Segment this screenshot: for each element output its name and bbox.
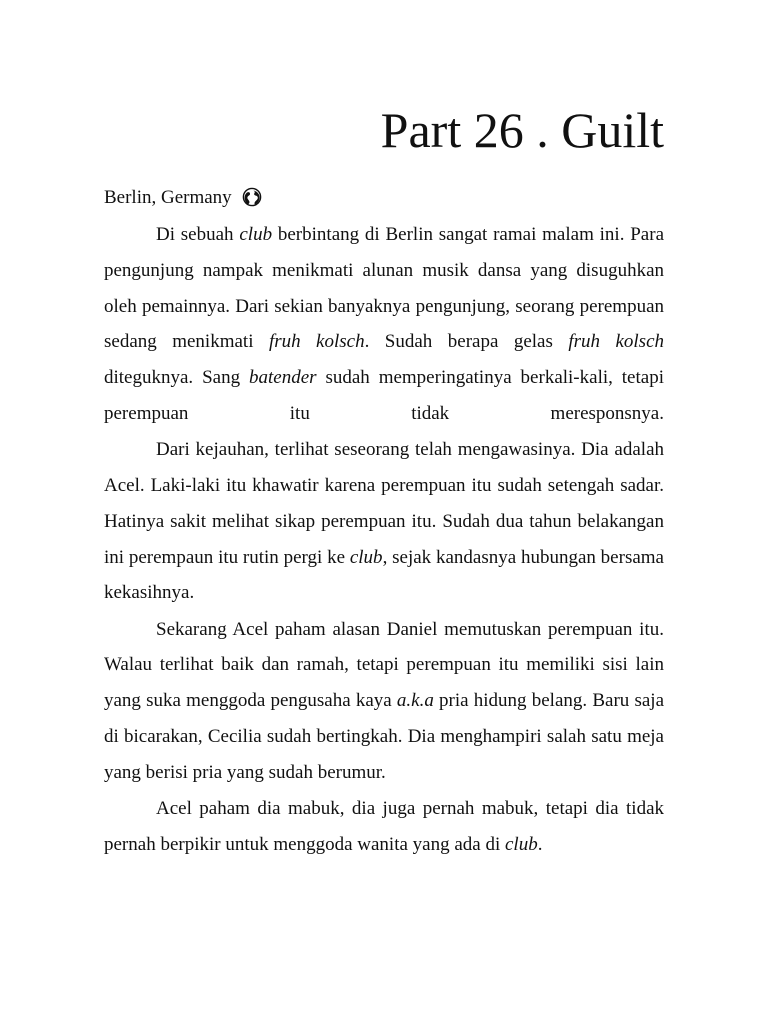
globe-icon <box>242 187 262 214</box>
italic-run: club <box>349 546 383 568</box>
italic-run: fruh kolsch <box>268 331 365 353</box>
text-run: Acel paham dia mabuk, dia juga pernah mabuk, tetapi dia tidak pernah berpikir untuk menggoda wanita yang ada di <box>104 797 664 855</box>
page-title: Part 26 . Guilt <box>380 102 664 158</box>
text-run: sudah memperingatinya berkali-kali, tetapi perempuan itu tidak meresponsnya. <box>104 367 664 424</box>
paragraph <box>104 432 664 611</box>
text-run: diteguknya. Sang <box>104 367 249 389</box>
text-run: Di sebuah <box>156 224 240 245</box>
location-line <box>104 186 262 214</box>
paragraph <box>104 217 664 432</box>
text-run: Dari kejauhan, terlihat seseorang telah mengawasinya. Dia adalah Acel. Laki-laki itu khawatir karena perempuan itu sudah setengah sadar. Hatinya sakit melihat sikap perempuan itu. Sudah dua tahun belakangan ini perempaun itu rutin pergi ke <box>104 439 664 568</box>
location-text: Berlin, Germany <box>104 187 232 208</box>
paragraph <box>104 612 664 791</box>
text-run: pria hidung belang. Baru saja di bicarakan, Cecilia sudah bertingkah. Dia menghampiri salah satu meja yang berisi pria yang sudah berumur. <box>104 690 664 783</box>
italic-run: a.k.a <box>396 690 434 712</box>
italic-run: fruh kolsch <box>568 331 665 353</box>
text-run: , sejak kandasnya hubungan bersama kekasihnya. <box>104 546 664 604</box>
text-run: Sekarang Acel paham alasan Daniel memutuskan perempuan itu. Walau terlihat baik dan ramah, tetapi perempuan itu memiliki sisi lain yang suka menggoda pengusaha kaya <box>104 618 664 712</box>
paragraph <box>104 791 664 863</box>
italic-run: club <box>239 224 273 245</box>
body-text <box>104 217 664 863</box>
text-run: . Sudah berapa gelas <box>364 331 569 353</box>
italic-run: club <box>505 833 538 855</box>
text-run: berbintang di Berlin sangat ramai malam ini. Para pengunjung nampak menikmati alunan musik dansa yang disuguhkan oleh pemainnya. Dari sekian banyaknya pengunjung, seorang perempuan sedang menikmati <box>104 224 664 353</box>
text-run: . <box>537 833 543 855</box>
italic-run: batender <box>249 367 317 389</box>
